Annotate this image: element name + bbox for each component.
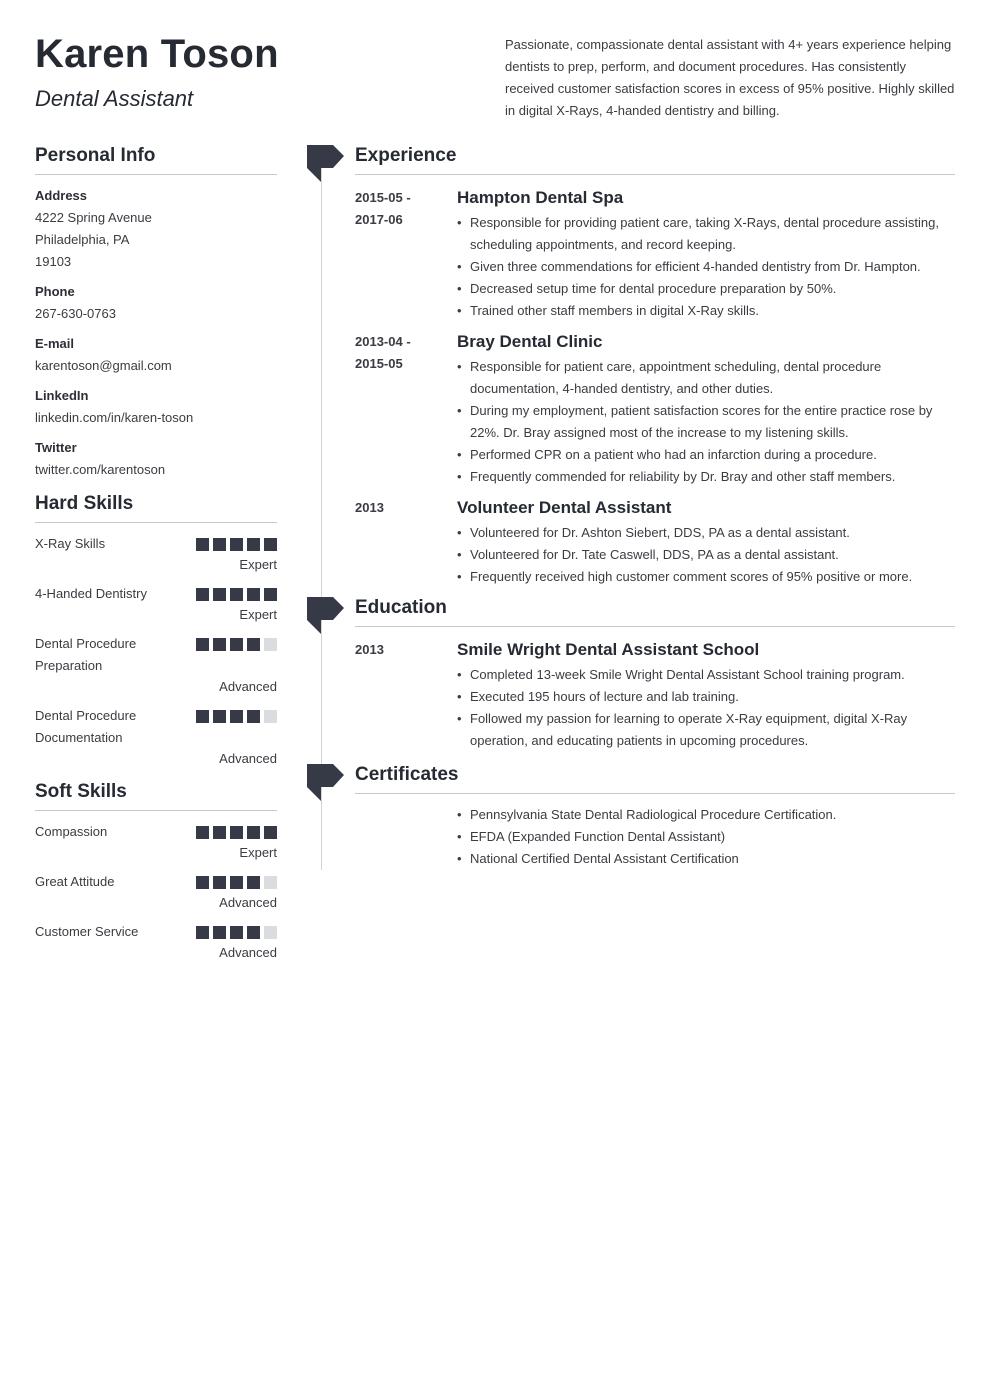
rating-dot-filled: [247, 588, 260, 601]
rating-dot-filled: [213, 588, 226, 601]
skill-item: [35, 921, 277, 963]
rating-dot-filled: [247, 710, 260, 723]
twitter-block: [35, 437, 277, 481]
rating-dot-filled: [230, 826, 243, 839]
education-section: [355, 597, 955, 752]
email-value: karentoson@gmail.com: [35, 358, 172, 373]
certificates-flag-icon: [307, 764, 344, 802]
skill-rating: [196, 876, 277, 889]
skill-level: Advanced: [219, 945, 277, 960]
linkedin-value: linkedin.com/in/karen-toson: [35, 410, 194, 425]
job-title: Hampton Dental Spa: [457, 188, 624, 207]
sidebar: [35, 145, 277, 971]
job-bullets: [457, 356, 955, 488]
skill-item: [35, 583, 277, 625]
experience-heading: Experience: [355, 145, 955, 175]
skill-rating: [196, 926, 277, 939]
rating-dot-filled: [230, 638, 243, 651]
resume-header: [35, 32, 955, 132]
bullet-item: • Followed my passion for learning to operate X-Ray equipment, digital X-Ray operation, and educating patients in upcoming procedures.: [457, 708, 955, 752]
bullet-item: • Given three commendations for efficient 4-handed dentistry from Dr. Hampton.: [457, 256, 955, 278]
bullet-item: • During my employment, patient satisfaction scores for the entire practice rose by 22%. Dr. Bray assigned most of the increase to my listening skills.: [457, 400, 955, 444]
rating-dot-filled: [247, 826, 260, 839]
education-bullets: [457, 664, 955, 752]
skill-name: Dental Procedure Documentation: [35, 708, 137, 745]
education-flag-icon: [307, 597, 344, 635]
certificates-body: [457, 804, 955, 870]
skill-item: [35, 533, 277, 575]
skill-name: Great Attitude: [35, 874, 115, 889]
bullet-item: • Trained other staff members in digital X-Ray skills.: [457, 300, 955, 322]
rating-dot-empty: [264, 710, 277, 723]
rating-dot-filled: [196, 638, 209, 651]
candidate-name: Karen Toson: [35, 32, 279, 76]
phone-label: Phone: [35, 284, 75, 299]
rating-dot-filled: [230, 710, 243, 723]
rating-dot-filled: [264, 826, 277, 839]
soft-skills-heading: Soft Skills: [35, 781, 277, 811]
rating-dot-filled: [213, 638, 226, 651]
phone-block: [35, 281, 277, 325]
certificates-entry: [355, 804, 955, 870]
education-date: 2013: [355, 642, 384, 657]
rating-dot-filled: [213, 538, 226, 551]
hard-skills-heading: Hard Skills: [35, 493, 277, 523]
address-line: 4222 Spring Avenue: [35, 210, 152, 225]
experience-entry: [355, 497, 955, 588]
skill-rating: [196, 710, 277, 723]
bullet-item: • Executed 195 hours of lecture and lab training.: [457, 686, 955, 708]
bullet-item: • Frequently received high customer comment scores of 95% positive or more.: [457, 566, 955, 588]
skill-item: [35, 871, 277, 913]
job-body: [457, 187, 955, 322]
bullet-item: • Volunteered for Dr. Tate Caswell, DDS, PA as a dental assistant.: [457, 544, 955, 566]
rating-dot-filled: [196, 588, 209, 601]
profile-summary: Passionate, compassionate dental assistant with 4+ years experience helping dentists to prep, perform, and document procedures. Has consistently received customer satisfaction scores in excess of 95% positive. Highly skilled in digital X-Rays, 4-handed dentistry and billing.: [505, 37, 955, 118]
skill-item: [35, 633, 277, 697]
rating-dot-filled: [264, 538, 277, 551]
rating-dot-filled: [213, 826, 226, 839]
certificates-section: [355, 764, 955, 870]
bullet-item: • Volunteered for Dr. Ashton Siebert, DDS, PA as a dental assistant.: [457, 522, 955, 544]
bullet-item: • Frequently commended for reliability by Dr. Bray and other staff members.: [457, 466, 955, 488]
email-block: [35, 333, 277, 377]
address-line: 19103: [35, 254, 72, 269]
experience-section: [355, 145, 955, 588]
skill-level: Advanced: [219, 679, 277, 694]
experience-entry: [355, 331, 955, 488]
rating-dot-filled: [196, 876, 209, 889]
rating-dot-filled: [264, 588, 277, 601]
bullet-item: • Completed 13-week Smile Wright Dental Assistant School training program.: [457, 664, 955, 686]
certificates-bullets: [457, 804, 955, 870]
education-body: [457, 639, 955, 752]
skill-level: Expert: [239, 607, 277, 622]
rating-dot-filled: [230, 588, 243, 601]
rating-dot-filled: [247, 638, 260, 651]
skill-rating: [196, 638, 277, 651]
bullet-item: • Performed CPR on a patient who had an infarction during a procedure.: [457, 444, 955, 466]
job-title: Volunteer Dental Assistant: [457, 498, 672, 517]
rating-dot-filled: [230, 538, 243, 551]
certificates-heading: Certificates: [355, 764, 955, 794]
skill-item: [35, 705, 277, 769]
skill-rating: [196, 826, 277, 839]
bullet-item: • Pennsylvania State Dental Radiological Procedure Certification.: [457, 804, 955, 826]
twitter-value: twitter.com/karentoson: [35, 462, 166, 477]
skill-level: Expert: [239, 845, 277, 860]
bullet-item: • Responsible for providing patient care, taking X-Rays, dental procedure assisting, scheduling appointments, and record keeping.: [457, 212, 955, 256]
job-date: 2013-04 - 2015-05: [355, 334, 411, 371]
rating-dot-filled: [247, 876, 260, 889]
rating-dot-filled: [213, 876, 226, 889]
bullet-item: • EFDA (Expanded Function Dental Assistant): [457, 826, 955, 848]
skill-level: Advanced: [219, 751, 277, 766]
skill-name: X-Ray Skills: [35, 536, 106, 551]
rating-dot-empty: [264, 926, 277, 939]
skill-rating: [196, 588, 277, 601]
rating-dot-filled: [196, 926, 209, 939]
soft-skills-list: [35, 821, 277, 963]
rating-dot-filled: [247, 538, 260, 551]
education-entry: [355, 639, 955, 752]
rating-dot-filled: [196, 710, 209, 723]
skill-level: Expert: [239, 557, 277, 572]
personal-info-list: [35, 185, 277, 481]
skill-name: Dental Procedure Preparation: [35, 636, 137, 673]
rating-dot-filled: [196, 538, 209, 551]
rating-dot-filled: [247, 926, 260, 939]
bullet-item: • Decreased setup time for dental procedure preparation by 50%.: [457, 278, 955, 300]
rating-dot-empty: [264, 876, 277, 889]
address-label: Address: [35, 188, 88, 203]
hard-skills-section: [35, 493, 277, 769]
job-body: [457, 331, 955, 488]
skill-level: Advanced: [219, 895, 277, 910]
job-title: Bray Dental Clinic: [457, 332, 603, 351]
rating-dot-filled: [213, 926, 226, 939]
experience-list: [355, 187, 955, 588]
skill-name: Customer Service: [35, 924, 139, 939]
skill-name: Compassion: [35, 824, 108, 839]
education-heading: Education: [355, 597, 955, 627]
email-label: E-mail: [35, 336, 75, 351]
job-body: [457, 497, 955, 588]
linkedin-label: LinkedIn: [35, 388, 89, 403]
linkedin-block: [35, 385, 277, 429]
experience-entry: [355, 187, 955, 322]
main-content: [355, 145, 955, 870]
personal-info-section: [35, 145, 277, 481]
skill-item: [35, 821, 277, 863]
bullet-item: • National Certified Dental Assistant Certification: [457, 848, 955, 870]
rating-dot-filled: [230, 926, 243, 939]
job-date: 2015-05 - 2017-06: [355, 190, 411, 227]
job-bullets: [457, 212, 955, 322]
school-name: Smile Wright Dental Assistant School: [457, 640, 760, 659]
phone-value: 267-630-0763: [35, 306, 116, 321]
rating-dot-filled: [213, 710, 226, 723]
rating-dot-filled: [230, 876, 243, 889]
skill-rating: [196, 538, 277, 551]
rating-dot-filled: [196, 826, 209, 839]
candidate-title: Dental Assistant: [35, 86, 194, 111]
experience-flag-icon: [307, 145, 344, 183]
soft-skills-section: [35, 781, 277, 963]
bullet-item: • Responsible for patient care, appointment scheduling, dental procedure documentation, 4-handed dentistry, and other duties.: [457, 356, 955, 400]
personal-info-heading: Personal Info: [35, 145, 277, 175]
rating-dot-empty: [264, 638, 277, 651]
skill-name: 4-Handed Dentistry: [35, 586, 147, 601]
address-line: Philadelphia, PA: [35, 232, 130, 247]
job-bullets: [457, 522, 955, 588]
hard-skills-list: [35, 533, 277, 769]
address-block: [35, 185, 277, 273]
twitter-label: Twitter: [35, 440, 77, 455]
job-date: 2013: [355, 500, 384, 515]
